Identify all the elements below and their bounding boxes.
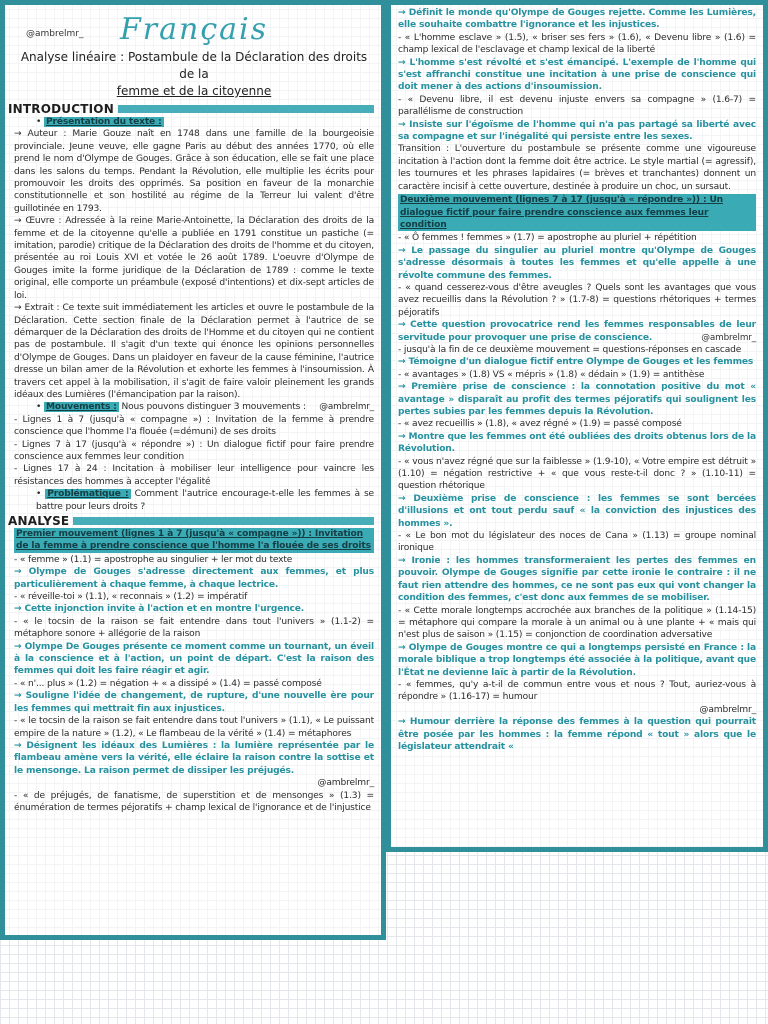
analysis-interpretation <box>398 319 756 344</box>
page-title: Français <box>119 12 269 47</box>
mouvements-row: • Mouvements : Nous pouvons distinguer 3 mouvements : @ambrelmr_ <box>36 402 374 413</box>
intro-auteur: → Auteur : Marie Gouze naît en 1748 dans une famille de la bourgeoisie provinciale. Jeune veuve, elle gagne Paris au début des années 1770, où elle prend le nom d'Olympe de Gouges. Grâce à son éducation, elle se fait une place dans les salons du temps. Pendant la Révolution, elle multiplie les écrits pour promouvoir les droits des opprimés. Sa position en faveur de la monarchie constitutionnelle et son hostilité au régime de la Terreur lui valent d'être guillotinée en 1793. <box>14 129 374 214</box>
analysis-point: - « n'... plus » (1.2) = négation + « a dissipé » (1.4) = passé composé <box>14 678 322 689</box>
analysis-interpretation: → Souligne l'idée de changement, de rupture, d'une nouvelle ère pour les femmes qui mettrait fin aux injustices. <box>14 691 374 714</box>
analysis-point: - « quand cesserez-vous d'être aveugles ? Quels sont les avantages que vous avez recueillis dans la Révolution ? » (1.7-8) = questions rhétoriques + termes péjoratifs <box>398 282 756 318</box>
page-header <box>14 11 374 101</box>
mouvements-text: Nous pouvons distinguer 3 mouvements : <box>121 402 306 413</box>
author-handle: @ambrelmr_ <box>26 29 84 39</box>
author-handle: @ambrelmr_ <box>699 704 756 715</box>
analysis-point: - « Cette morale longtemps accrochée aux branches de la politique » (1.14-15) = métaphore qui compare la morale à un animal ou à une plante + « mais qui n'est plus de saison » (1.15) = conjonction de coordination adversative <box>398 605 756 641</box>
analysis-interpretation: → Humour derrière la réponse des femmes à la question qui pourrait être posée par les hommes : la femme répond « tout » alors que le législateur attendrait « <box>398 717 756 752</box>
analysis-interpretation: → Définit le monde qu'Olympe de Gouges rejette. Comme les Lumières, elle souhaite combattre l'ignorance et les injustices. <box>398 8 756 31</box>
analysis-interpretation: → Montre que les femmes ont été oubliées des droits obtenus lors de la Révolution. <box>398 431 756 455</box>
analysis-point: - « réveille-toi » (1.1), « reconnais » (1.2) = impératif <box>14 592 248 603</box>
analysis-interpretation: → Insiste sur l'égoïsme de l'homme qui n'a pas partagé sa liberté avec sa compagne et sur l'inégalité qui persiste entre les sexes. <box>398 119 756 143</box>
presentation-label: Présentation du texte : <box>45 117 162 127</box>
analysis-point: - « de préjugés, de fanatisme, de superstition et de mensonges » (1.3) = énumération de termes péjoratifs + champ lexical de l'ignorance et de l'injustice <box>14 790 374 813</box>
analysis-point: - « vous n'avez régné que sur la faiblesse » (1.9-10), « Votre empire est détruit » (1.10) = négation restrictive + « que vous reste-t-il donc ? » (1.10-11) = question rhétorique <box>398 456 756 492</box>
analysis-interpretation: → Olympe De Gouges présente ce moment comme un tournant, un éveil à la conscience et à l'action, un point de départ. C'est la raison des femmes qui doit les faire réagir et agir. <box>14 641 374 677</box>
analysis-point: - « Le bon mot du législateur des noces de Cana » (1.13) = groupe nominal ironique <box>398 531 756 554</box>
analysis-interpretation-text: → Cette question provocatrice rend les femmes responsables de leur servitude pour provoquer une prise de conscience. <box>398 320 756 343</box>
mouvement-1: - Lignes 1 à 7 (jusqu'à « compagne ») : Invitation de la femme à prendre conscience que l'homme l'a flouée (=démuni) de ses droits <box>14 414 374 438</box>
section-rule <box>73 517 374 525</box>
analysis-interpretation: → Deuxième prise de conscience : les femmes se sont bercées d'illusions et ont tout perdu sauf « la conviction des injustices des hommes ». <box>398 493 756 529</box>
analysis-point: - « le tocsin de la raison se fait entendre dans tout l'univers » (1.1), « Le puissant empire de la nature » (1.2), « Le flambeau de la vérité » (1.4) = métaphores <box>14 716 374 739</box>
analysis-point: - jusqu'à la fin de ce deuxième mouvement = questions-réponses en cascade <box>398 344 742 355</box>
analysis-interpretation: → L'homme s'est révolté et s'est émancipé. L'exemple de l'homme qui s'est affranchi constitue une incitation à une prise de conscience qui doit mener à des actions d'insoumission. <box>398 57 756 93</box>
analysis-interpretation: → Ironie : les hommes transformeraient les pertes des femmes en pouvoir. Olympe de Gouges signifie par cette ironie le contraire : il ne faut rien attendre des hommes, ce ne sont pas eux qui vont changer la condition des femmes, c'est donc aux femmes de se mobiliser. <box>398 555 756 604</box>
intro-oeuvre: → Œuvre : Adressée à la reine Marie-Antoinette, la Déclaration des droits de la femme et de la citoyenne qu'elle a publiée en 1791 constitue un pastiche (= imitation, parodie) critique de la Déclaration des droits de l'homme et du citoyen, présentée au roi Louis XVI et votée le 26 août 1789. L'oeuvre d'Olympe de Gouges imite la forme juridique de la Déclaration de 1789 : comme le texte original, elle comporte un préambule (exposé d'intentions) et dix-sept articles de loi. <box>14 216 374 301</box>
presentation-label-row: • Présentation du texte : <box>36 117 162 127</box>
analysis-point: - « avez recueillis » (1.8), « avez régné » (1.9) = passé composé <box>398 419 682 430</box>
analysis-point: - « femmes, qu'y a-t-il de commun entre vous et nous ? Tout, auriez-vous à répondre » (1.16-17) = humour <box>398 679 756 703</box>
right-column <box>386 0 768 852</box>
analysis-interpretation: → Témoigne d'un dialogue fictif entre Olympe de Gouges et les femmes <box>398 357 754 368</box>
analysis-point: - « avantages » (1.8) VS « mépris » (1.8) « dédain » (1.9) = antithèse <box>398 369 705 380</box>
mouvement-1-heading: Premier mouvement (lignes 1 à 7 (jusqu'à « compagne »)) : Invitation de la femme à prendre conscience que l'homme l'a flouée de ses droits <box>14 528 374 553</box>
author-handle-row <box>14 777 374 789</box>
mouvement-2-heading: Deuxième mouvement (lignes 7 à 17 (jusqu'à « répondre »)) : Un dialogue fictif pour faire prendre conscience aux femmes leur condition <box>398 194 756 231</box>
mouvement-2: - Lignes 7 à 17 (jusqu'à « répondre ») : Un dialogue fictif pour faire prendre conscience aux femmes leur condition <box>14 439 374 462</box>
analysis-point: - « L'homme esclave » (1.5), « briser ses fers » (1.6), « Devenu libre » (1.6) = champ lexical de l'esclavage et champ lexical de la liberté <box>398 32 756 56</box>
analysis-interpretation: → Olympe de Gouges montre ce qui a longtemps persisté en France : la morale biblique a trop longtemps été associée à la politique, avant que l'État ne devienne laïc à partir de la Révolution. <box>398 642 756 678</box>
analysis-point: - « femme » (1.1) = apostrophe au singulier + ler mot du texte <box>14 554 293 565</box>
author-handle: @ambrelmr_ <box>319 402 374 413</box>
author-handle: @ambrelmr_ <box>701 332 756 343</box>
author-handle-row <box>398 704 756 716</box>
subtitle-line-2: femme et de la citoyenne <box>116 84 272 98</box>
author-handle: @ambrelmr_ <box>317 778 374 789</box>
problematique-row: • Problématique : Comment l'autrice encourage-t-elle les femmes à se battre pour leurs droits ? <box>36 489 374 512</box>
analysis-interpretation: → Première prise de conscience : la connotation positive du mot « avantage » disparaît au profit des termes péjoratifs qui soulignent les pertes subies par les femmes depuis la Révolution. <box>398 382 756 417</box>
analysis-interpretation: → Olympe de Gouges s'adresse directement aux femmes, et plus particulièrement à chaque femme, à chaque lectrice. <box>14 567 374 590</box>
left-column <box>0 0 386 940</box>
subtitle-line-1: Analyse linéaire : Postambule de la Déclaration des droits de la <box>20 50 368 81</box>
intro-extrait: → Extrait : Ce texte suit immédiatement les articles et ouvre le postambule de la Déclaration. Cette section finale de la Déclaration permet à l'autrice de se démarquer de la Déclaration des droits de l'Homme et du citoyen qui ne contient pas de postambule. Il s'agit d'un texte qui énonce les opinions personnelles d'Olympe de Gouges. Dans un plaidoyer en faveur de la cause féminine, l'autrice dresse un bilan amer de la Révolution et exhorte les femmes à l'insoumission. À travers cet appel à la mobilisation, il s'agit de faire valoir pleinement les grands idéaux des Lumières (l'émancipation par la raison). <box>14 303 374 400</box>
problematique-text: Comment l'autrice encourage-t-elle les femmes à se battre pour leurs droits ? <box>36 489 374 512</box>
section-rule <box>118 105 374 113</box>
page-subtitle <box>14 49 374 100</box>
analysis-interpretation: → Désignent les idéaux des Lumières : la lumière représentée par le flambeau amène vers la vérité, elle éclaire la raison contre la sottise et le mensonge. La raison permet de dissiper les préjugés. <box>14 740 374 776</box>
section-heading-introduction: INTRODUCTION <box>8 102 374 115</box>
analysis-interpretation: → Le passage du singulier au pluriel montre qu'Olympe de Gouges s'adresse désormais à toutes les femmes et qu'elle appelle à une révolte commune des femmes. <box>398 245 756 281</box>
analysis-point: - « Devenu libre, il est devenu injuste envers sa compagne » (1.6-7) = parallélisme de construction <box>398 94 756 118</box>
analysis-point: - « le tocsin de la raison se fait entendre dans tout l'univers » (1.1-2) = métaphore sonore + allégorie de la raison <box>14 616 374 640</box>
section-heading-analyse: ANALYSE <box>8 514 374 527</box>
mouvement-3: - Lignes 17 à 24 : Incitation à mobiliser leur intelligence pour vaincre les résistances des hommes à accepter l'égalité <box>14 464 374 487</box>
transition-paragraph: Transition : L'ouverture du postambule se présente comme une vigoureuse incitation à l'action dont la femme doit être actrice. Le style martial (= agressif), les tournures et les phrases lapidaires (= brèves et tranchantes) donnent un caractère incisif à cette ouverture, destinée à produire un choc, un sursaut. <box>398 144 756 192</box>
mouvements-label: Mouvements : <box>45 402 117 413</box>
analysis-interpretation: → Cette injonction invite à l'action et en montre l'urgence. <box>14 604 305 615</box>
analysis-point: - « Ô femmes ! femmes » (1.7) = apostrophe au pluriel + répétition <box>398 233 697 244</box>
problematique-label: Problématique : <box>47 489 129 500</box>
